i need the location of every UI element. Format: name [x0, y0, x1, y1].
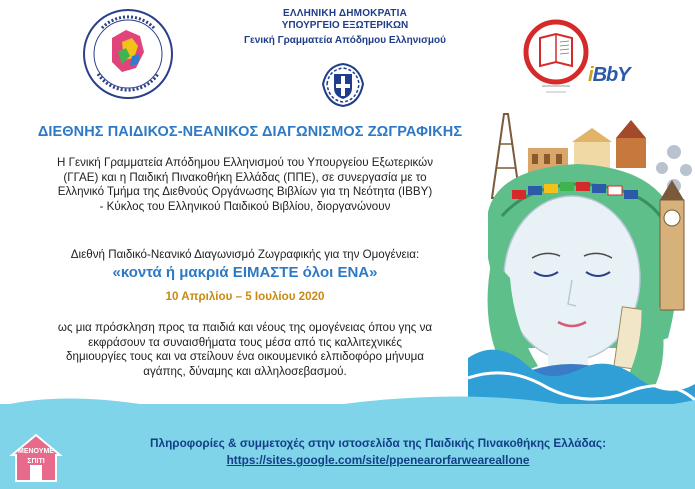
greek-state-emblem-icon: [319, 60, 367, 108]
intro-line: (ΓΓΑΕ) και η Παιδική Πινακοθήκη Ελλάδας (ΠΠΕ), σε συνεργασία με το: [63, 170, 427, 184]
ibby-logo: [588, 64, 630, 87]
ibby-logo-i: i: [588, 64, 593, 86]
contest-title: ΔΙΕΘΝΗΣ ΠΑΙΔΙΚΟΣ-ΝΕΑΝΙΚΟΣ ΔΙΑΓΩΝΙΣΜΟΣ ΖΩΓΡΑΦΙΚΗΣ: [37, 124, 463, 140]
body-line: αγάπης, δύναμης και αλληλοσεβασμού.: [143, 364, 347, 378]
contest-dates: 10 Απριλίου – 5 Ιουλίου 2020: [165, 290, 325, 303]
girl-with-landmarks-illustration: [468, 108, 695, 414]
gov-secretariat-line: Γενική Γραμματεία Απόδημου Ελληνισμού: [244, 35, 446, 46]
intro-paragraph: [14, 156, 476, 214]
intro-line: Ελληνικό Τμήμα της Διεθνούς Οργάνωσης Βιβλίων για τη Νεότητα (IBBY): [57, 185, 433, 199]
contest-slogan: «κοντά ή μακριά ΕΙΜΑΣΤΕ όλοι ΕΝΑ»: [112, 264, 378, 281]
stay-home-line2: ΣΠΙΤΙ: [27, 458, 45, 465]
body-line: ως μια πρόσκληση προς τα παιδιά και νέους της ομογένειας όπου γης να: [57, 321, 433, 334]
gov-ministry-line: ΥΠΟΥΡΓΕΙΟ ΕΞΩΤΕΡΙΚΩΝ: [281, 20, 409, 31]
body-line: δημιουργίες τους και να στείλουν ένα οικουμενικό ελπιδοφόρο μήνυμα: [66, 350, 424, 364]
website-link[interactable]: https://sites.google.com/site/ppenearorfarweareallone: [226, 453, 530, 467]
ibby-logo-rest: BbY: [592, 64, 630, 86]
ministry-header: [190, 8, 500, 48]
contest-announcement: Διεθνή Παιδικό-Νεανικό Διαγωνισμό Ζωγραφικής για την Ομογένεια:: [70, 248, 420, 261]
intro-line: - Κύκλος του Ελληνικού Παιδικού Βιβλίου, διοργανώνουν: [99, 199, 391, 213]
body-line: εκφράσουν τα συναισθήματα τους μέσα από τις καλλιτεχνικές: [88, 335, 402, 349]
intro-line: Η Γενική Γραμματεία Απόδημου Ελληνισμού του Υπουργείου Εξωτερικών: [56, 156, 434, 169]
childrens-art-gallery-logo-icon: [82, 8, 174, 100]
body-paragraph: [14, 321, 476, 379]
childrens-book-circle-logo-icon: [520, 8, 630, 104]
stay-home-line1: ΜΕΝΟΥΜΕ: [18, 448, 54, 455]
gov-republic-line: ΕΛΛΗΝΙΚΗ ΔΗΜΟΚΡΑΤΙΑ: [282, 8, 408, 19]
info-text: Πληροφορίες & συμμετοχές στην ιστοσελίδα της Παιδικής Πινακοθήκης Ελλάδας:: [150, 436, 606, 450]
